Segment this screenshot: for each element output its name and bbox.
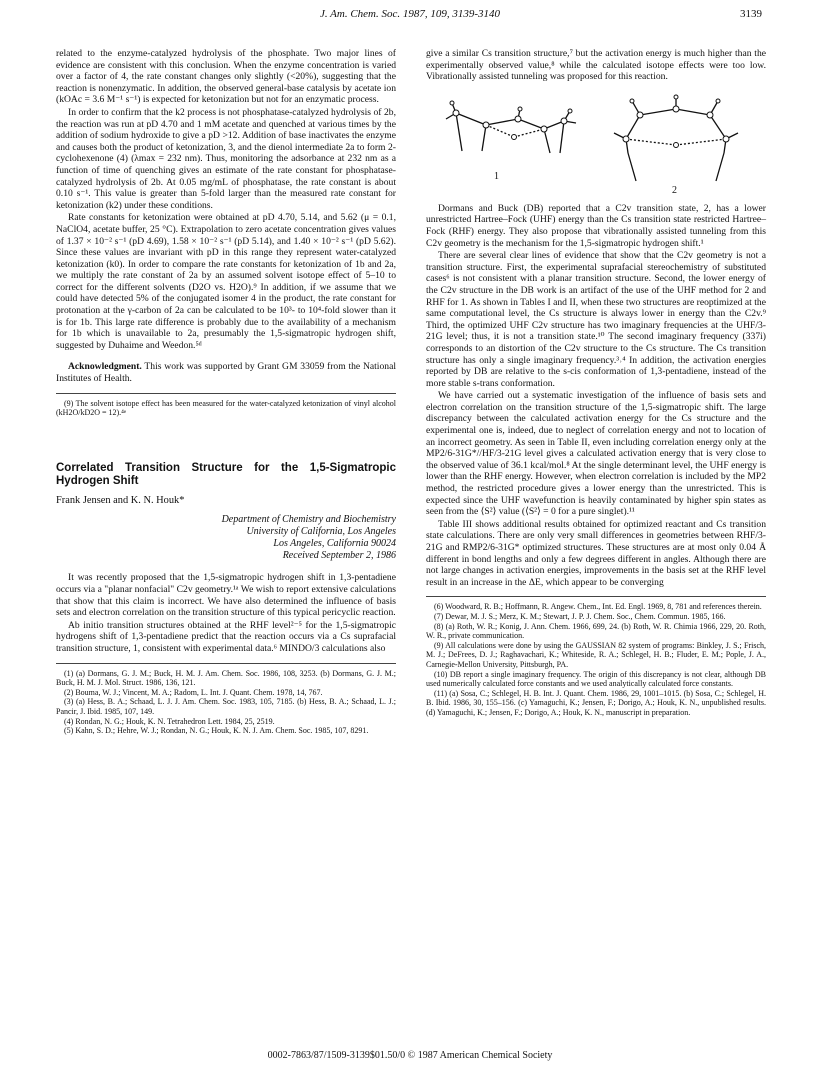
references-block bbox=[426, 602, 766, 717]
copyright-footer: 0002-7863/87/1509-3139$01.50/0 © 1987 American Chemical Society bbox=[267, 1050, 553, 1061]
body-paragraph: There are several clear lines of evidence that show that the C2v geometry is not a transition structure. First, the experimental suprafacial stereochemistry of substituted cases⁶ is not consistent with a planar transition structure. Second, the lower energy of the C2v structure in the DB work is an artifact of the use of the UHF method for 2 and RHF for 1. As shown in Tables I and II, when these two structures are reoptimized at the same computational level, the Cs structure is always lower in energy than the C2v.⁹ Third, the optimized UHF C2v structure has two imaginary frequencies at the UHF/3-21G level; thus, it is not a transition state.¹⁰ The second imaginary frequency (337i) corresponds to an distortion of the C2v structure to the Cs structure. The Cs transition structure has only a single imaginary frequency.³˒⁴ In addition, the activation energies reported by DB are relative to the s-cis conformation of 1,3-pentadiene, instead of the more stable s-trans conformation. bbox=[426, 250, 766, 389]
right-column bbox=[426, 48, 766, 718]
body-paragraph: We have carried out a systematic investigation of the influence of basis sets and electron correlation on the transition structure of the 1,5-sigmatropic shift. The large discrepancy between the calculated activation energy for the Cs structure and the experimental one is, indeed, due to neglect of correlation energy and not to location of an incorrect geometry. As seen in Table II, even including correlation energy only at the MP2/6-31G*//HF/3-21G level gives a calculated activation energy that is very close to the observed value of 36.1 kcal/mol.⁸ At the single determinant level, the UHF energy is lower than the RHF energy. However, when electron correlation is included by the MP2 method, the restricted procedure gives a lower energy than the unrestricted. This is expected since the UHF wavefunction is heavily contaminated by higher spin states as seen from the ⟨S²⟩ value (⟨S²⟩ = 0 for a pure singlet).¹¹ bbox=[426, 390, 766, 518]
article-title: Correlated Transition Structure for the 1,5-Sigmatropic Hydrogen Shift bbox=[56, 461, 396, 488]
body-paragraph: give a similar Cs transition structure,⁷ but the activation energy is much higher than the experimentally observed value,⁸ while the calculated isotope effects were too low. Vibrationally assisted tunneling was proposed for this reaction. bbox=[426, 48, 766, 83]
reference: (9) All calculations were done by using the GAUSSIAN 82 system of programs: Binkley, J. S.; Frisch, M. J.; DeFrees, D. J.; Raghavachari, K.; Whiteside, R. A.; Schlegel, H. B.; Fluder, E. M.; Pople, J. A., Carnegie-Mellon University, Pittsburgh, PA. bbox=[426, 640, 766, 669]
reference: (3) (a) Hess, B. A.; Schaad, L. J. J. Am. Chem. Soc. 1983, 105, 7185. (b) Hess, B. A.; Schaad, L. J.; Pancir, J. Ibid. 1985, 107, 149. bbox=[56, 697, 396, 716]
body-paragraph: related to the enzyme-catalyzed hydrolysis of the phosphate. Two major lines of evidence are consistent with this conclusion. When the enzyme concentration is varied over a factor of 4, the rate constant changes only slightly (<20%), suggesting that the reaction is nonenzymatic. In addition, the observed general-base catalysis by acetate ion (kOAc = 3.6 M⁻¹ s⁻¹) is expected for ketonization but not for an enzymatic process. bbox=[56, 48, 396, 106]
acknowledgment-text: This work was supported by Grant GM 33059 from the National Institutes of Health. bbox=[56, 361, 396, 385]
structure-drawings bbox=[426, 89, 766, 197]
received-date: Received September 2, 1986 bbox=[282, 550, 396, 562]
affiliation-line: Department of Chemistry and Biochemistry bbox=[221, 514, 396, 526]
structure-1-label: 1 bbox=[494, 170, 499, 182]
references-divider bbox=[426, 596, 766, 597]
structure-1-drawing bbox=[446, 103, 576, 153]
body-paragraph: Dormans and Buck (DB) reported that a C2v transition state, 2, has a lower unrestricted Hartree–Fock (UHF) energy than the Cs transition state restricted Hartree–Fock (RHF) energy. They also propose that vibrationally assisted tunneling from this C2v geometry is the mechanism for the 1,5-sigmatropic hydrogen shift.¹ bbox=[426, 202, 766, 249]
reference: (11) (a) Sosa, C.; Schlegel, H. B. Int. J. Quant. Chem. 1986, 29, 1001–1015. (b) Sosa, C.; Schlegel, H. B. Ibid. 1986, 30, 155–156. (c) Yamaguchi, K.; Jensen, F.; Dorigo, A.; Houk, K. N., unpublished results. (d) Yamaguchi, K.; Jensen, F.; Dorigo, A.; Houk, K. N., manuscript in preparation. bbox=[426, 688, 766, 717]
body-paragraph: Rate constants for ketonization were obtained at pD 4.70, 5.14, and 5.62 (μ = 0.1, NaClO4, acetate buffer, 25 °C). Extrapolation to zero acetate concentration gives values of 1.37 × 10⁻² s⁻¹ (pD 4.69), 1.58 × 10⁻² s⁻¹ (pD 5.14), and 1.40 × 10⁻² s⁻¹ (pD 5.62). Since these values are invariant with pD in this range they represent water-catalyzed ketonization (k0). In order to compare the rate constants for ketonization of 1b and 2a, we multiply the rate constant of 2a by an assumed solvent isotope effect of 5–10 to correct for the different solvents (D2O vs. H2O).⁹ In addition, if we assume that we could have detected 5% of the conjugated isomer 4 in the product, the rate constant for protonation at the γ-carbon of 2a can be calculated to be 10³- to 10⁴-fold slower than it is for 1b. This large rate difference is probably due to the availability of a mechanism for 1b which is unavailable to 2a, presumably the 1,5-sigmatropic hydrogen shift, suggested by Duhaime and Weedon.⁵ᵈ bbox=[56, 212, 396, 351]
transition-structure-figure bbox=[426, 89, 766, 197]
body-paragraph: In order to confirm that the k2 process is not phosphatase-catalyzed hydrolysis of 2b, the reaction was run at pD 4.70 and 1 mM acetate and quenched at various times by the addition of sodium hydroxide to give a pD >12. Addition of base inactivates the enzyme and causes both the product of ketonization, 3, and the dienol intermediate 2a to form 2-cyclohexenone (4) (λmax = 232 nm). Thus, monitoring the adsorbance at 232 nm as a function of time of quenching gives an estimate of the rate constant for phosphatase-catalyzed hydrolysis of 2b. At 0.05 mg/mL of phosphatase, the rate constant is about 0.10 s⁻¹. This value is greater than 5-fold larger than the measured rate constant for ketonization (k2) under these conditions. bbox=[56, 106, 396, 211]
affiliation bbox=[56, 514, 396, 562]
authors: Frank Jensen and K. N. Houk* bbox=[56, 494, 185, 506]
acknowledgment-label: Acknowledgment. bbox=[68, 361, 142, 373]
structure-2-label: 2 bbox=[672, 184, 677, 196]
reference: (6) Woodward, R. B.; Hoffmann, R. Angew. Chem., Int. Ed. Engl. 1969, 8, 781 and references therein. bbox=[434, 602, 762, 612]
footnote-block bbox=[56, 399, 396, 418]
body-paragraph: Table III shows additional results obtained for optimized reactant and Cs transition state calculations. There are only very small differences in geometries between RHF/3-21G and RMP2/6-31G* optimized structures. These structures are at most only 0.04 Å different in bond lengths and only a few degrees different in angles. Although there are not large changes in activation energies, improvements in the basis set at the RHF level result in an increase in the ΔE, which appear to be converging bbox=[426, 518, 766, 588]
references-divider bbox=[56, 663, 396, 664]
reference: (10) DB report a single imaginary frequency. The origin of this discrepancy is not clear, although DB used numerically calculated force constants and we used analytically calculated force constants. bbox=[426, 669, 766, 689]
footnote-divider bbox=[56, 393, 396, 394]
page-number: 3139 bbox=[740, 8, 762, 20]
acknowledgment bbox=[56, 361, 396, 384]
reference: (5) Kahn, S. D.; Hehre, W. J.; Rondan, N. G.; Houk, K. N. J. Am. Chem. Soc. 1985, 107, 8291. bbox=[64, 726, 369, 736]
reference: (7) Dewar, M. J. S.; Merz, K. M.; Stewart, J. P. J. Chem. Soc., Chem. Commun. 1985, 166. bbox=[434, 611, 726, 621]
left-column bbox=[56, 48, 396, 736]
affiliation-line: Los Angeles, California 90024 bbox=[273, 538, 396, 550]
footnote: (9) The solvent isotope effect has been measured for the water-catalyzed ketonization of vinyl alcohol (kH2O/kD2O = 12).⁴ᵉ bbox=[56, 398, 396, 418]
reference: (1) (a) Dormans, G. J. M.; Buck, H. M. J. Am. Chem. Soc. 1986, 108, 3253. (b) Dormans, G. J. M.; Buck, H. M. J. Mol. Struct. 1986, 136, 121. bbox=[56, 668, 396, 688]
affiliation-line: University of California, Los Angeles bbox=[246, 526, 396, 538]
reference: (4) Rondan, N. G.; Houk, K. N. Tetrahedron Lett. 1984, 25, 2519. bbox=[64, 716, 275, 726]
body-paragraph: It was recently proposed that the 1,5-sigmatropic hydrogen shift in 1,3-pentadiene occurs via a "planar nonfacial" C2v geometry.¹ᵃ We wish to report extensive calculations that show that this claim is incorrect. We have also determined the influence of basis sets and electron correlation on the transition structure of this typical pericyclic reaction. bbox=[56, 572, 396, 619]
reference: (8) (a) Roth, W. R.; Konig, J. Ann. Chem. 1966, 699, 24. (b) Roth, W. R. Chimia 1966, 229, 20. Roth, W. R., private communication. bbox=[426, 621, 766, 641]
body-paragraph: Ab initio transition structures obtained at the RHF level²⁻⁵ for the 1,5-sigmatropic hydrogens shift of 1,3-pentadiene predict that the reaction occurs via a Cs suprafacial transition structure, 1, consistent with experimental data.⁶ MINDO/3 calculations also bbox=[56, 619, 396, 654]
reference: (2) Bouma, W. J.; Vincent, M. A.; Radom, L. Int. J. Quant. Chem. 1978, 14, 767. bbox=[64, 687, 323, 697]
running-header bbox=[58, 8, 762, 26]
journal-citation: J. Am. Chem. Soc. 1987, 109, 3139-3140 bbox=[319, 8, 501, 20]
references-block bbox=[56, 669, 396, 736]
